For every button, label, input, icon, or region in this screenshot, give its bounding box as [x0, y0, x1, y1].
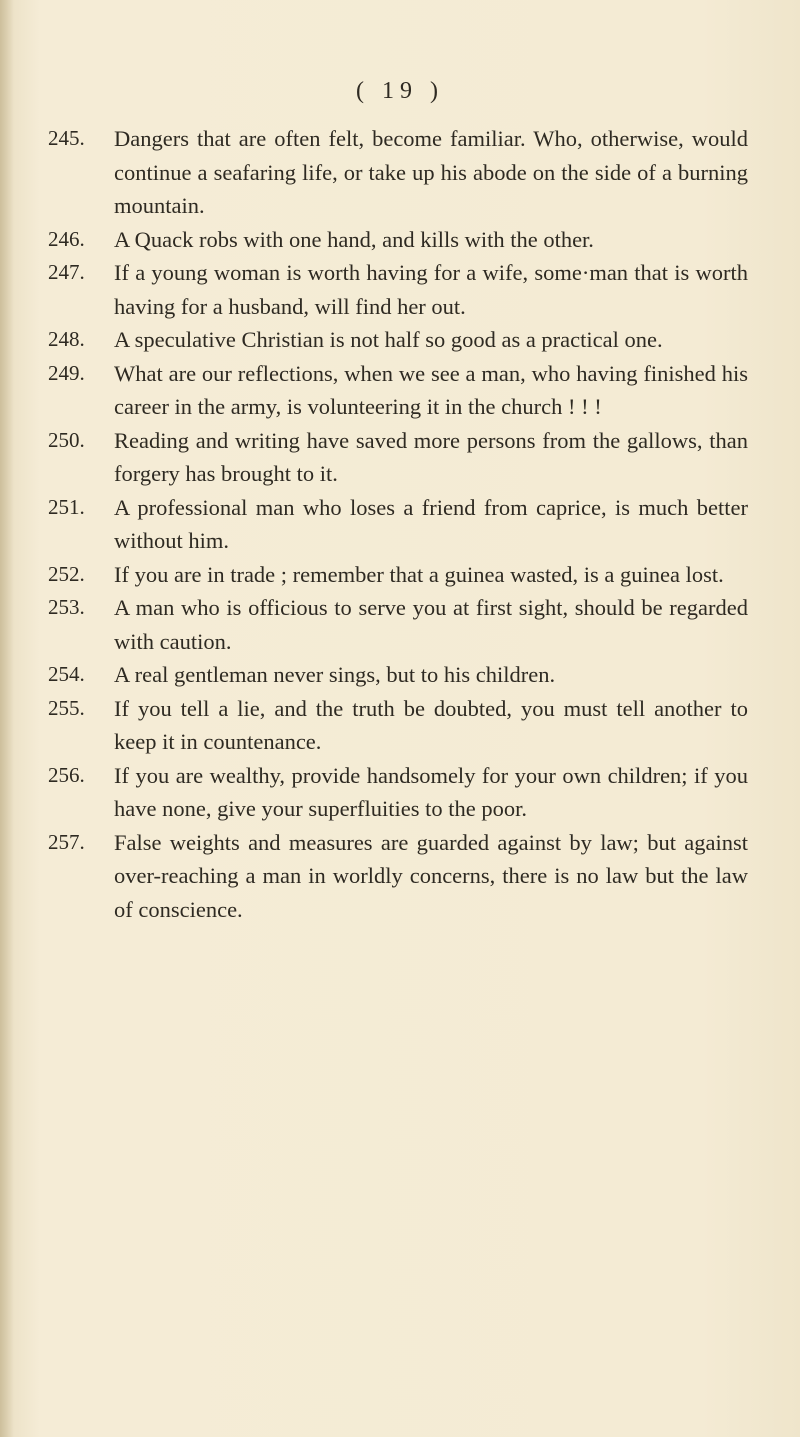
entry-number: 247. — [48, 260, 85, 284]
entry-text: Reading and writing have saved more persons from the gallows, than forgery has brought to it. — [114, 427, 748, 486]
maxim-entry — [48, 558, 748, 592]
entry-text: A real gentleman never sings, but to his children. — [114, 662, 556, 687]
entry-text: A man who is officious to serve you at first sight, should be regarded with caution. — [114, 595, 748, 654]
entry-text: If you are in trade ; remember that a guinea wasted, is a guinea lost. — [114, 561, 724, 587]
maxim-entry — [48, 424, 748, 491]
maxim-entry — [48, 256, 748, 323]
maxim-entry — [48, 357, 748, 424]
entry-text: What are our reflections, when we see a man, who having finished his career in the army, is volunteering it in the church ! ! ! — [114, 360, 748, 419]
maxim-entry — [48, 323, 748, 357]
entry-number: 257. — [48, 829, 85, 854]
entry-number: 252. — [48, 561, 85, 586]
entry-number: 256. — [48, 762, 85, 787]
maxim-entry — [48, 759, 748, 826]
entry-text: A speculative Christian is not half so good as a practical one. — [114, 327, 663, 352]
maxim-entry — [48, 591, 748, 658]
maxim-list — [48, 122, 748, 926]
entry-text: If a young woman is worth having for a wife, some·man that is worth having for a husband, will find her out. — [114, 260, 748, 319]
maxim-entry — [48, 491, 748, 558]
maxim-entry — [48, 122, 748, 223]
entry-number: 245. — [48, 126, 85, 150]
page-gutter — [0, 0, 14, 1437]
entry-number: 251. — [48, 494, 85, 519]
maxim-entry — [48, 826, 748, 927]
entry-text: A professional man who loses a friend from caprice, is much better without him. — [114, 494, 748, 553]
entry-number: 254. — [48, 662, 85, 686]
entry-number: 253. — [48, 595, 85, 619]
entry-text: If you are wealthy, provide handsomely for your own children; if you have none, give your superfluities to the poor. — [114, 762, 748, 821]
page-number: ( 19 ) — [356, 78, 444, 104]
entry-text: If you tell a lie, and the truth be doubted, you must tell another to keep it in countenance. — [114, 695, 748, 754]
maxim-entry — [48, 658, 748, 692]
entry-text: False weights and measures are guarded against by law; but against over-reaching a man in worldly concerns, there is no law but the law of conscience. — [114, 829, 748, 922]
maxim-entry — [48, 223, 748, 257]
entry-number: 248. — [48, 327, 85, 351]
entry-number: 246. — [48, 226, 85, 251]
entry-number: 250. — [48, 427, 85, 452]
entry-number: 255. — [48, 695, 85, 720]
entry-text: Dangers that are often felt, become familiar. Who, otherwise, would continue a seafaring life, or take up his abode on the side of a burning mountain. — [114, 126, 748, 218]
entry-number: 249. — [48, 360, 85, 385]
maxim-entry — [48, 692, 748, 759]
entry-text: A Quack robs with one hand, and kills with the other. — [114, 226, 594, 252]
